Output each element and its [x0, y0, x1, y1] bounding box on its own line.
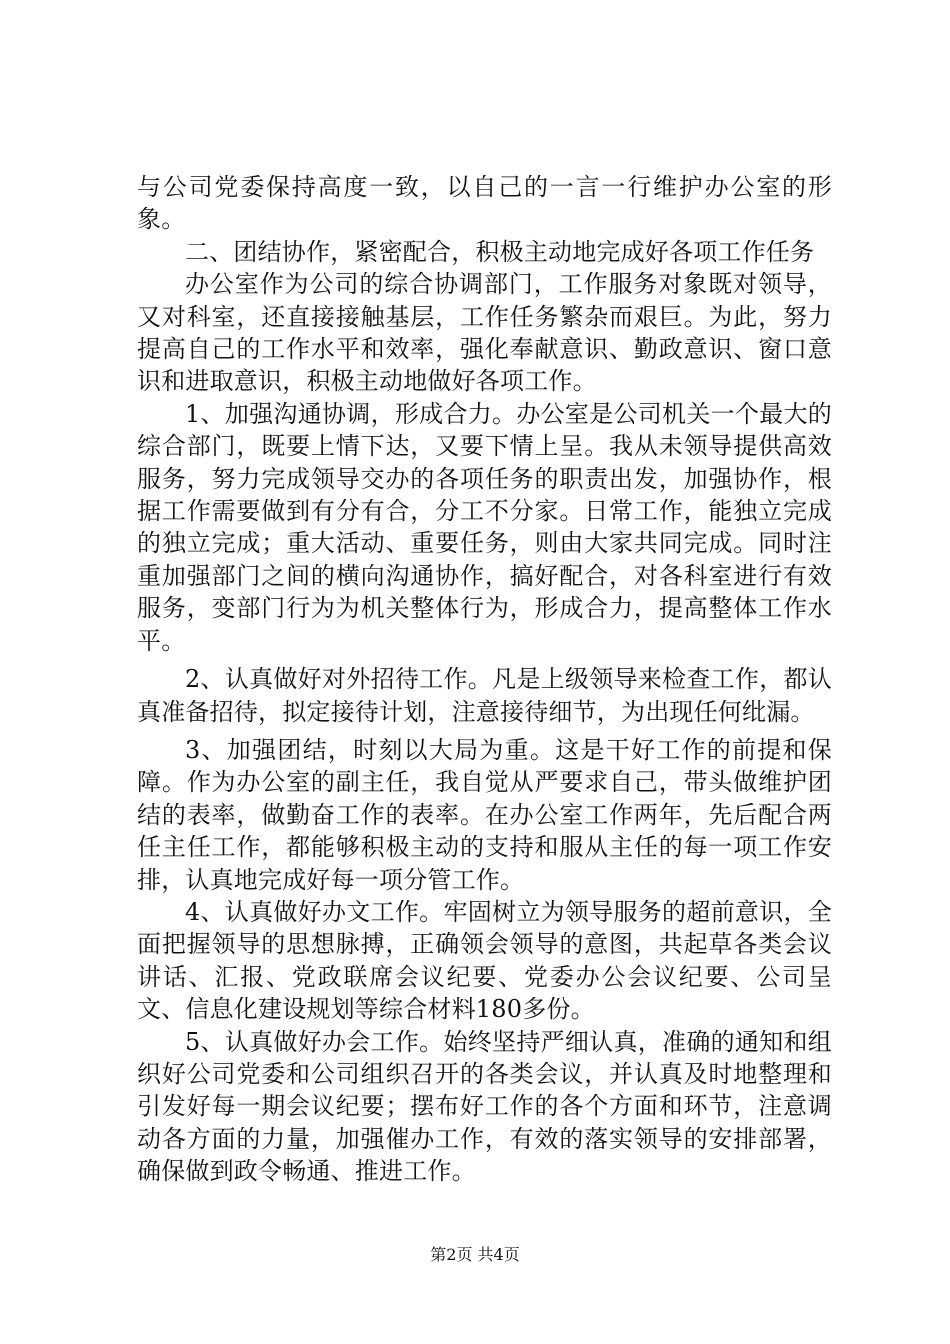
paragraph-item-3: 3、加强团结，时刻以大局为重。这是干好工作的前提和保障。作为办公室的副主任，我自觉从严要求自己，带头做维护团结的表率，做勤奋工作的表率。在办公室工作两年，先后配合两任主任工作，都能够积极主动的支持和服从主任的每一项工作安排，认真地完成好每一项分管工作。 [137, 735, 832, 894]
paragraph-item-5: 5、认真做好办会工作。始终坚持严细认真，准确的通知和组织好公司党委和公司组织召开的各类会议，并认真及时地整理和引发好每一期会议纪要；摆布好工作的各个方面和环节，注意调动各方面的力量，加强催办工作，有效的落实领导的安排部署，确保做到政令畅通、推进工作。 [137, 1027, 832, 1186]
section-heading: 二、团结协作，紧密配合，积极主动地完成好各项工作任务 [185, 237, 815, 266]
document-body [137, 171, 832, 1188]
page-number-footer: 第2页 共4页 [430, 1245, 520, 1264]
paragraph-item-4: 4、认真做好办文工作。牢固树立为领导服务的超前意识，全面把握领导的思想脉搏，正确领会领导的意图，共起草各类会议讲话、汇报、党政联席会议纪要、党委办公会议纪要、公司呈文、信息化建设规划等综合材料180多份。 [137, 897, 832, 1024]
paragraph-intro: 办公室作为公司的综合协调部门，工作服务对象既对领导，又对科室，还直接接触基层，工作任务繁杂而艰巨。为此，努力提高自己的工作水平和效率，强化奉献意识、勤政意识、窗口意识和进取意识，积极主动地做好各项工作。 [137, 270, 832, 396]
paragraph-item-2: 2、认真做好对外招待工作。凡是上级领导来检查工作，都认真准备招待，拟定接待计划，注意接待细节，为出现任何纰漏。 [137, 665, 832, 726]
paragraph-continuation: 与公司党委保持高度一致，以自己的一言一行维护办公室的形象。 [137, 173, 832, 234]
paragraph-item-1: 1、加强沟通协调，形成合力。办公室是公司机关一个最大的综合部门，既要上情下达，又要下情上呈。我从未领导提供高效服务，努力完成领导交办的各项任务的职责出发，加强协作，根据工作需要做到有分有合，分工不分家。日常工作，能独立完成的独立完成；重大活动、重要任务，则由大家共同完成。同时注重加强部门之间的横向沟通协作，搞好配合，对各科室进行有效服务，变部门行为为机关整体行为，形成合力，提高整体工作水平。 [137, 399, 832, 655]
